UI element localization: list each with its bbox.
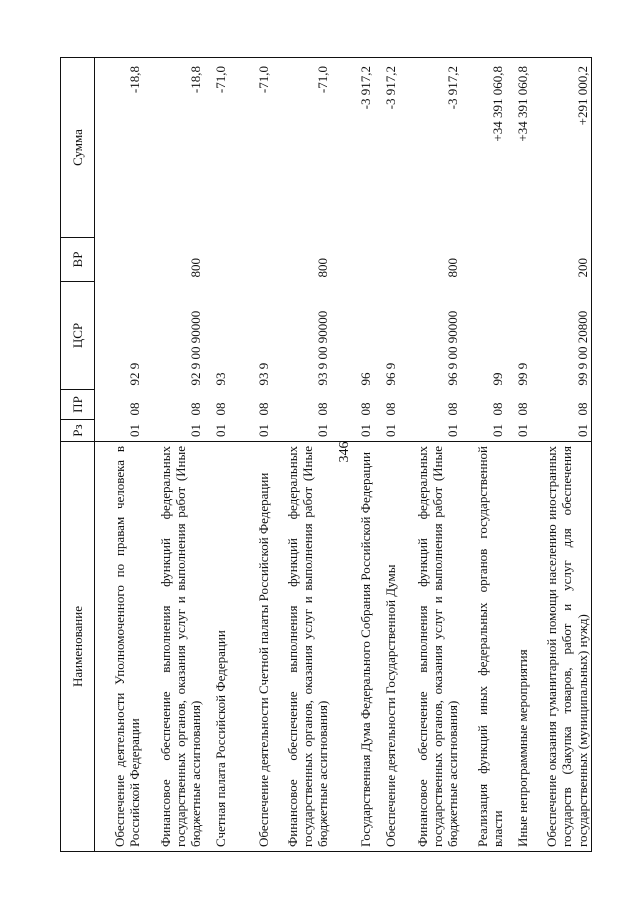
- table-row: [400, 58, 462, 852]
- row-rz: 01: [213, 424, 229, 437]
- table-row: [332, 58, 375, 852]
- header-rz: Рз: [61, 420, 95, 442]
- row-pr: 08: [127, 402, 143, 416]
- row-name: Обеспечение деятельности Счетной палаты Российской Федерации: [230, 442, 273, 852]
- row-csr: 96 9: [383, 362, 399, 386]
- row-csr: 99 9 00 20800: [532, 282, 592, 390]
- row-sum: -18,8: [95, 58, 144, 238]
- row-csr: 92 9 00 90000: [188, 310, 204, 386]
- row-csr: 93 9 00 90000: [315, 310, 331, 386]
- row-pr: 08: [188, 402, 204, 416]
- row-csr: 93: [213, 372, 229, 386]
- row-sum: -3 917,2: [332, 58, 375, 238]
- table-row: [507, 58, 532, 852]
- row-rz: 01: [256, 424, 272, 437]
- budget-table: [60, 57, 592, 852]
- header-sum: Сумма: [61, 58, 95, 238]
- row-vr: [332, 238, 375, 282]
- row-name: Иные непрограммные мероприятия: [507, 442, 532, 852]
- row-pr: 08: [315, 402, 331, 416]
- row-name: Обеспечение деятельности Уполномоченного по правам человека в Российской Федерации: [95, 442, 144, 852]
- row-vr: [205, 238, 230, 282]
- row-vr: 800: [445, 258, 461, 278]
- row-name: Финансовое обеспечение выполнения функций федеральных государственных органов, оказания услуг и выполнения работ (Иные бюджетные ассигнования): [144, 442, 205, 852]
- row-rz: 01: [515, 424, 531, 437]
- row-csr: 93 9: [256, 362, 272, 386]
- table-header-row: [61, 58, 95, 852]
- header-vr: ВР: [61, 238, 95, 282]
- row-sum: +34 391 060,8: [462, 58, 507, 238]
- row-name: Обеспечение оказания гуманитарной помощи населению иностранных государств (Закупка товаров, работ и услуг для обеспечения государственных (муниципальных) нужд): [532, 442, 592, 852]
- row-rz: 01: [490, 424, 506, 437]
- row-sum: -18,8: [144, 58, 205, 238]
- row-vr: 800: [315, 258, 331, 278]
- row-name: Государственная Дума Федерального Собрания Российской Федерации: [332, 442, 375, 852]
- row-vr: 800: [188, 258, 204, 278]
- row-sum: -71,0: [273, 58, 332, 238]
- table-row: [532, 58, 592, 852]
- row-vr: [230, 238, 273, 282]
- table-row: [462, 58, 507, 852]
- row-vr: [95, 238, 144, 282]
- row-pr: 08: [445, 402, 461, 416]
- rotated-table-container: [60, 58, 590, 852]
- row-name: Финансовое обеспечение выполнения функций федеральных государственных органов, оказания услуг и выполнения работ (Иные бюджетные ассигнования): [400, 442, 462, 852]
- row-pr: 08: [383, 402, 399, 416]
- row-pr: 08: [490, 402, 506, 416]
- header-csr: ЦСР: [61, 282, 95, 390]
- row-sum: +291 000,2: [532, 58, 592, 238]
- row-vr: [375, 238, 400, 282]
- row-csr: 99 9: [515, 362, 531, 386]
- table-row: [205, 58, 230, 852]
- row-sum: -3 917,2: [375, 58, 400, 238]
- row-pr: 08: [358, 402, 374, 416]
- row-name: Реализация функций иных федеральных органов государственной власти: [462, 442, 507, 852]
- table-row: [95, 58, 144, 852]
- row-csr: 99: [490, 372, 506, 386]
- row-name: Счетная палата Российской Федерации: [205, 442, 230, 852]
- header-pr: ПР: [61, 390, 95, 420]
- table-row: [230, 58, 273, 852]
- table-row: [375, 58, 400, 852]
- page-number: 346: [337, 441, 352, 463]
- row-sum: -71,0: [230, 58, 273, 238]
- row-name: Финансовое обеспечение выполнения функций федеральных государственных органов, оказания услуг и выполнения работ (Иные бюджетные ассигнования): [273, 442, 332, 852]
- row-csr: 92 9: [127, 362, 143, 386]
- row-rz: 01: [383, 424, 399, 437]
- row-csr: 96: [358, 372, 374, 386]
- row-name: Обеспечение деятельности Государственной Думы: [375, 442, 400, 852]
- row-rz: 01: [358, 424, 374, 437]
- row-sum: -3 917,2: [400, 58, 462, 238]
- row-pr: 08: [532, 390, 592, 420]
- row-rz: 01: [445, 424, 461, 437]
- row-sum: -71,0: [205, 58, 230, 238]
- row-pr: 08: [213, 402, 229, 416]
- row-rz: 01: [532, 420, 592, 442]
- row-pr: 08: [256, 402, 272, 416]
- row-sum: +34 391 060,8: [507, 58, 532, 238]
- row-vr: [507, 238, 532, 282]
- table-row: [144, 58, 205, 852]
- row-rz: 01: [188, 424, 204, 437]
- header-name: Наименование: [61, 442, 95, 852]
- row-rz: 01: [127, 424, 143, 437]
- table-row: [273, 58, 332, 852]
- row-vr: 200: [532, 238, 592, 282]
- row-pr: 08: [515, 402, 531, 416]
- row-vr: [462, 238, 507, 282]
- row-csr: 96 9 00 90000: [445, 310, 461, 386]
- row-rz: 01: [315, 424, 331, 437]
